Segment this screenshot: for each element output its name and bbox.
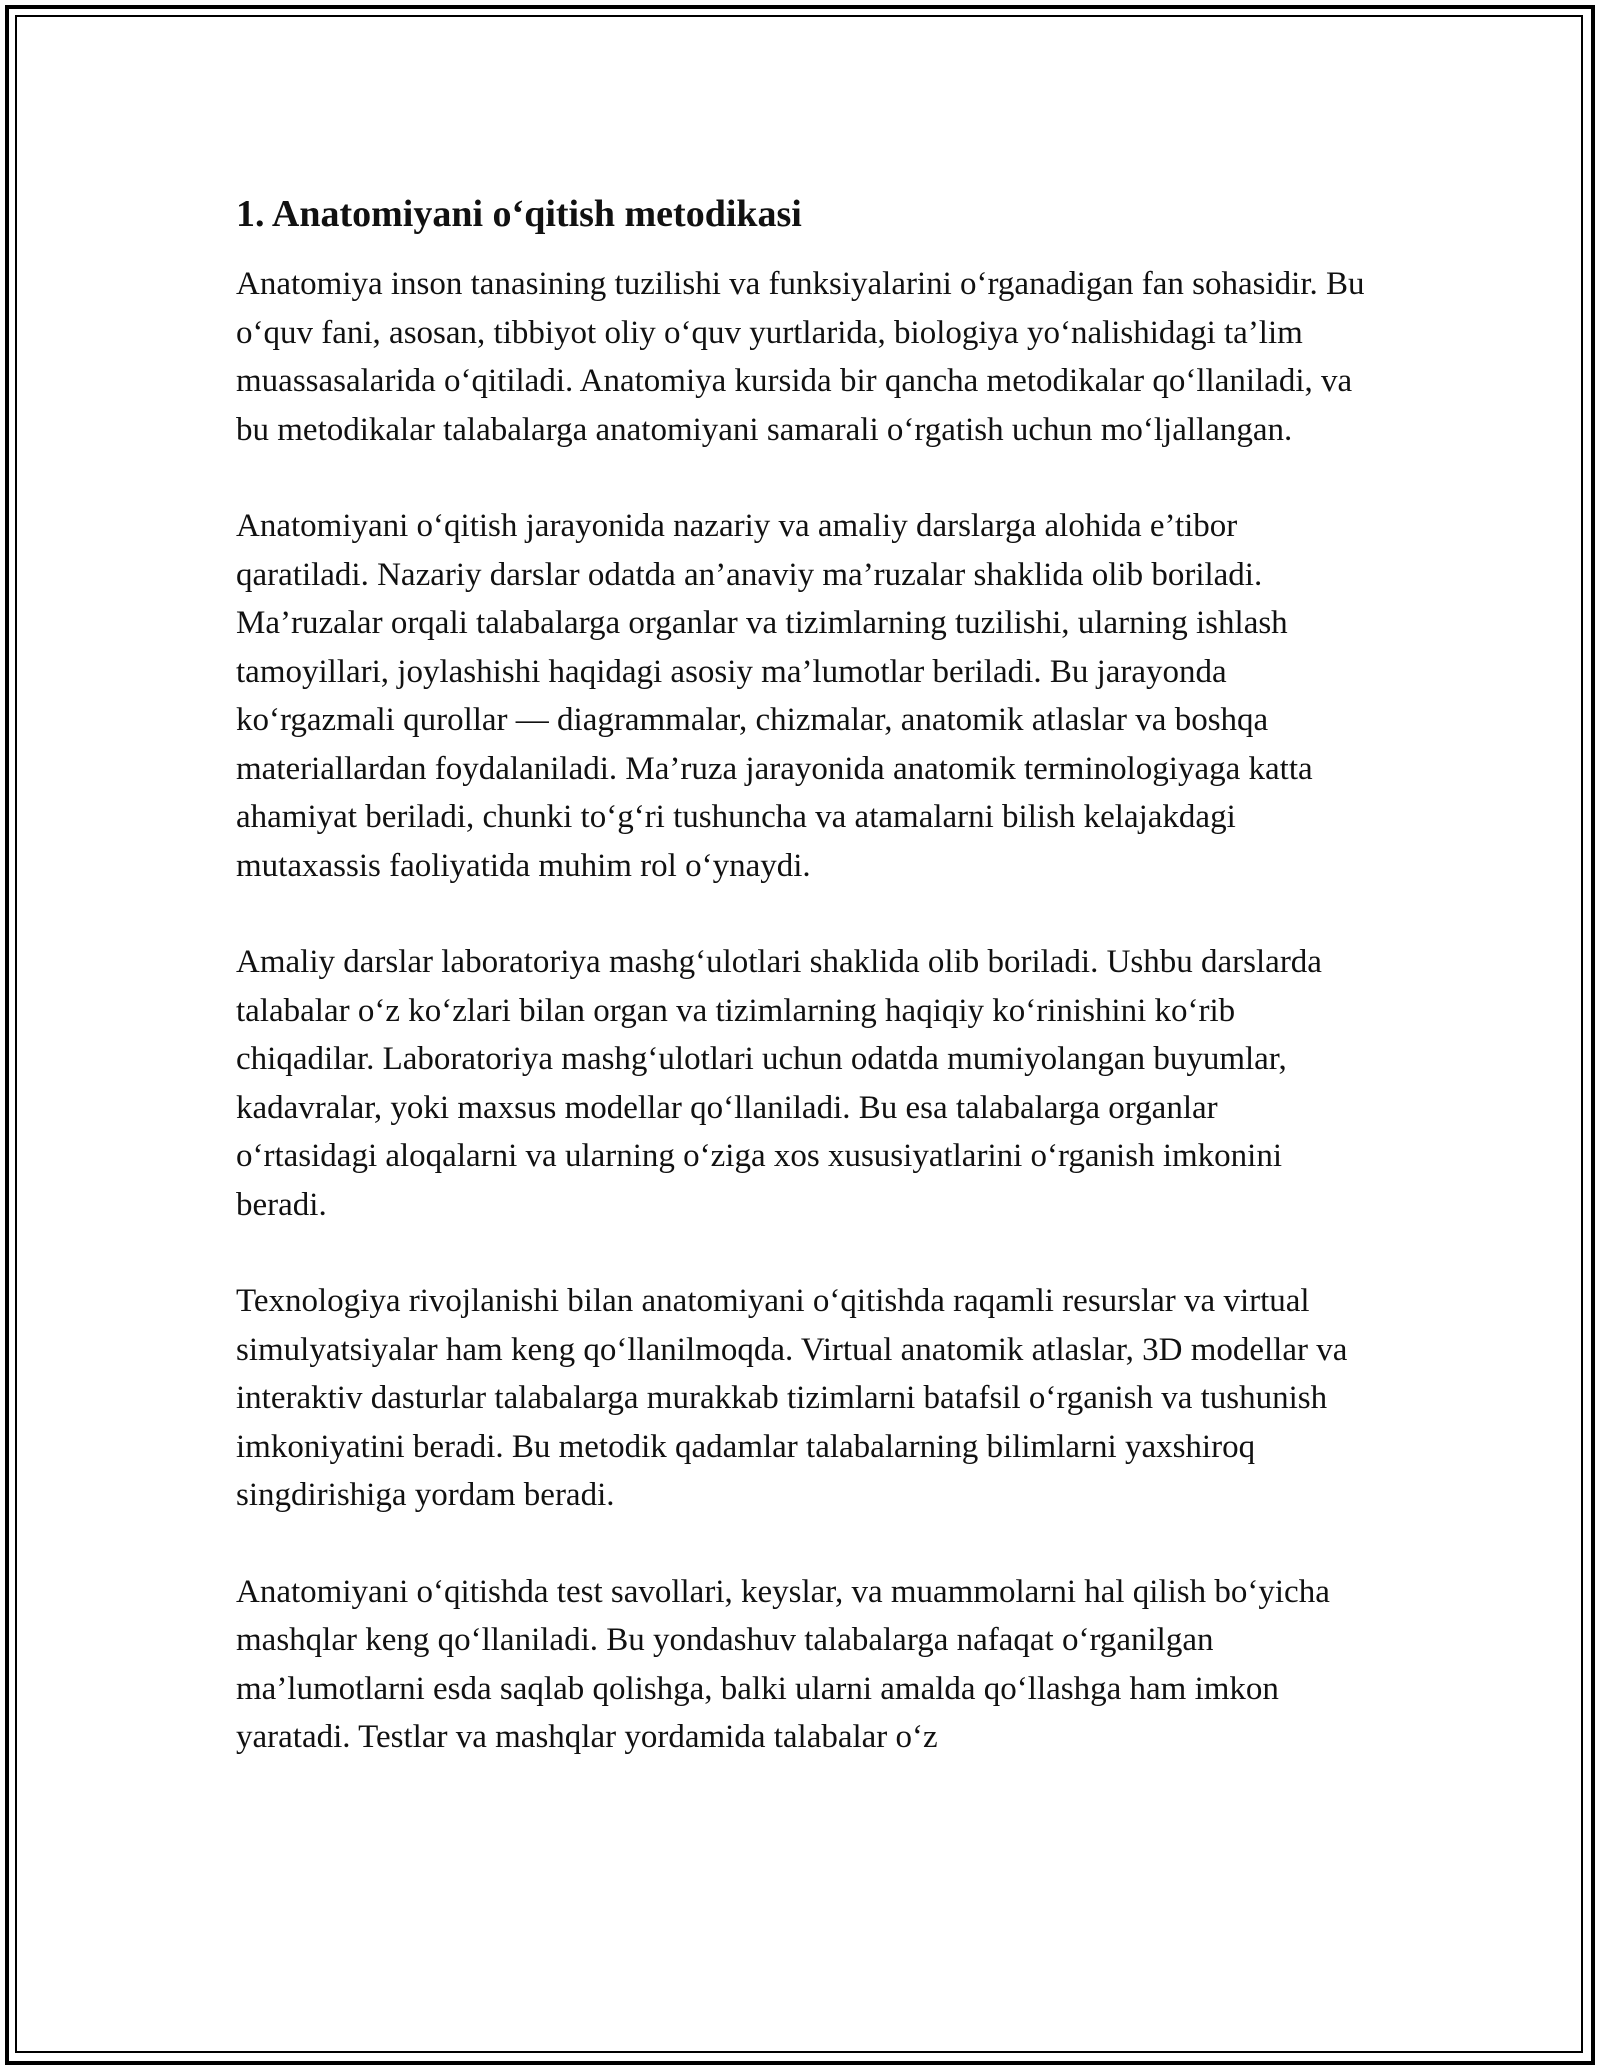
paragraph-5: Anatomiyani o‘qitishda test savollari, keyslar, va muammolarni hal qilish bo‘yicha mashqlar keng qo‘llaniladi. Bu yondashuv talabalarga nafaqat o‘rganilgan ma’lumotlarni esda saqlab qolishga, balki ularni amalda qo‘llashga ham imkon yaratadi. Testlar va mashqlar yordamida talabalar o‘z: [236, 1573, 1330, 1755]
paragraph-4: Texnologiya rivojlanishi bilan anatomiyani o‘qitishda raqamli resurslar va virtual simulyatsiyalar ham keng qo‘llanilmoqda. Virtual anatomik atlaslar, 3D modellar va interaktiv dasturlar talabalarga murakkab tizimlarni batafsil o‘rganish va tushunish imkoniyatini beradi. Bu metodik qadamlar talabalarning bilimlarni yaxshiroq singdirishiga yordam beradi.: [236, 1283, 1348, 1513]
paragraph-3: Amaliy darslar laboratoriya mashg‘ulotlari shaklida olib boriladi. Ushbu darslarda talabalar o‘z ko‘zlari bilan organ va tizimlarning haqiqiy ko‘rinishini ko‘rib chiqadilar. Laboratoriya mashg‘ulotlari uchun odatda mumiyolangan buyumlar, kadavralar, yoki maxsus modellar qo‘llaniladi. Bu esa talabalarga organlar o‘rtasidagi aloqalarni va ularning o‘ziga xos xususiyatlarini o‘rganish imkonini beradi.: [236, 944, 1322, 1223]
paragraph-1: Anatomiya inson tanasining tuzilishi va funksiyalarini o‘rganadigan fan sohasidir. Bu o‘quv fani, asosan, tibbiyot oliy o‘quv yurtlarida, biologiya yo‘nalishidagi ta’lim muassasalarida o‘qitiladi. Anatomiya kursida bir qancha metodikalar qo‘llaniladi, va bu metodikalar talabalarga anatomiyani samarali o‘rgatish uchun mo‘ljallangan.: [236, 266, 1365, 448]
paragraph-2: Anatomiyani o‘qitish jarayonida nazariy va amaliy darslarga alohida e’tibor qaratiladi. Nazariy darslar odatda an’anaviy ma’ruzalar shaklida olib boriladi. Ma’ruzalar orqali talabalarga organlar va tizimlarning tuzilishi, ularning ishlash tamoyillari, joylashishi haqidagi asosiy ma’lumotlar beriladi. Bu jarayonda ko‘rgazmali qurollar — diagrammalar, chizmalar, anatomik atlaslar va boshqa materiallardan foydalaniladi. Ma’ruza jarayonida anatomik terminologiyaga katta ahamiyat beriladi, chunki to‘g‘ri tushuncha va atamalarni bilish kelajakdagi mutaxassis faoliyatida muhim rol o‘ynaydi.: [236, 508, 1313, 884]
document-body: [236, 188, 1366, 1810]
section-heading: 1. Anatomiyani o‘qitish metodikasi: [236, 193, 802, 235]
